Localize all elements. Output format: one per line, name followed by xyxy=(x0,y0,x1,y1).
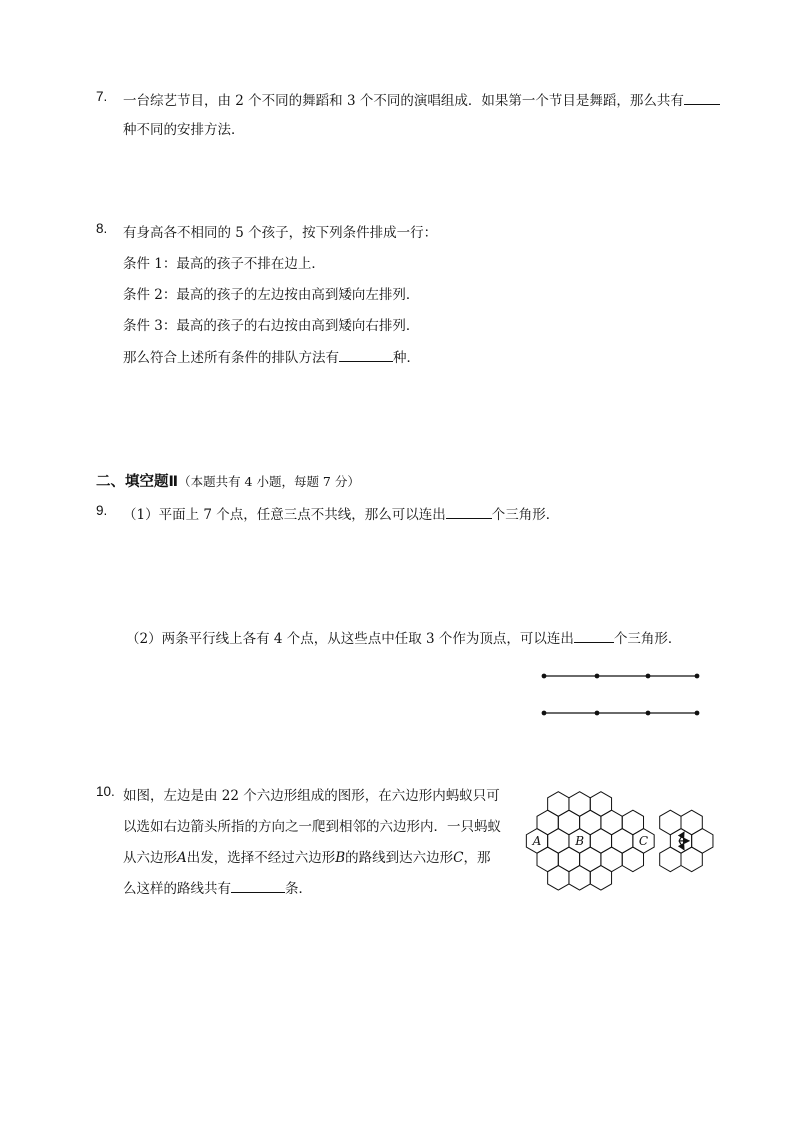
q10-line3-a: 从六边形 xyxy=(123,850,177,866)
q7-number: 7. xyxy=(96,89,108,104)
q10-line4-prefix: 么这样的路线共有 xyxy=(123,881,231,897)
q8-number: 8. xyxy=(96,221,108,236)
direction-arrow xyxy=(679,841,684,850)
q10-var-b: B xyxy=(335,850,346,866)
q10-line1: 如图，左边是由 22 个六边形组成的图形，在六边形内蚂蚁只可 xyxy=(123,788,500,804)
direction-arrow xyxy=(679,832,684,841)
arrow-neighbor-hexagon xyxy=(681,847,702,872)
arrow-neighbor-hexagon xyxy=(660,810,681,835)
q8-condition-2: 条件 2：最高的孩子的左边按由高到矮向左排列． xyxy=(123,287,420,303)
q10-var-c: C xyxy=(453,850,464,866)
q9-part2-prefix: （2）两条平行线上各有 4 个点，从这些点中任取 3 个作为顶点，可以连出 xyxy=(126,631,574,647)
hex-label-b: B xyxy=(575,833,585,848)
q9-number: 9. xyxy=(96,503,108,518)
arrow-neighbor-hexagon xyxy=(681,810,702,835)
q8-final-suffix: 种． xyxy=(393,350,420,366)
q10-line3-b: 出发，选择不经过六边形 xyxy=(186,850,336,866)
q9-part2-suffix: 个三角形． xyxy=(613,631,682,647)
q10-number: 10. xyxy=(96,784,115,799)
q8-condition-3: 条件 3：最高的孩子的右边按由高到矮向右排列． xyxy=(123,318,420,334)
q8-intro: 有身高各不相同的 5 个孩子，按下列条件排成一行： xyxy=(123,225,438,241)
q8-final-prefix: 那么符合上述所有条件的排队方法有 xyxy=(123,350,339,366)
arrow-neighbor-hexagon xyxy=(660,847,681,872)
q7-line2: 种不同的安排方法． xyxy=(123,122,245,138)
q10-line4-suffix: 条． xyxy=(285,881,312,897)
section2-note: （本题共有 4 小题，每题 7 分） xyxy=(178,474,360,489)
q8-condition-1: 条件 1：最高的孩子不排在边上． xyxy=(123,256,325,272)
q9-part1-suffix: 个三角形． xyxy=(491,507,560,523)
q10-line2: 以选如右边箭头所指的方向之一爬到相邻的六边形内．一只蚂蚁 xyxy=(123,819,501,835)
q10-line3-c: 的路线到达六边形 xyxy=(345,850,454,866)
q10-var-a: A xyxy=(177,850,187,866)
q10-line3-d: ，那 xyxy=(463,850,491,866)
section2-title: 二、填空题Ⅱ xyxy=(96,474,179,490)
hex-label-a: A xyxy=(532,833,542,848)
q7-line1: 一台综艺节目，由 2 个不同的舞蹈和 3 个不同的演唱组成．如果第一个节目是舞蹈，那么共有 xyxy=(123,93,684,109)
hex-label-c: C xyxy=(638,833,649,848)
arrow-neighbor-hexagon xyxy=(692,829,713,854)
q9-part1-prefix: （1）平面上 7 个点，任意三点不共线，那么可以连出 xyxy=(123,507,446,523)
